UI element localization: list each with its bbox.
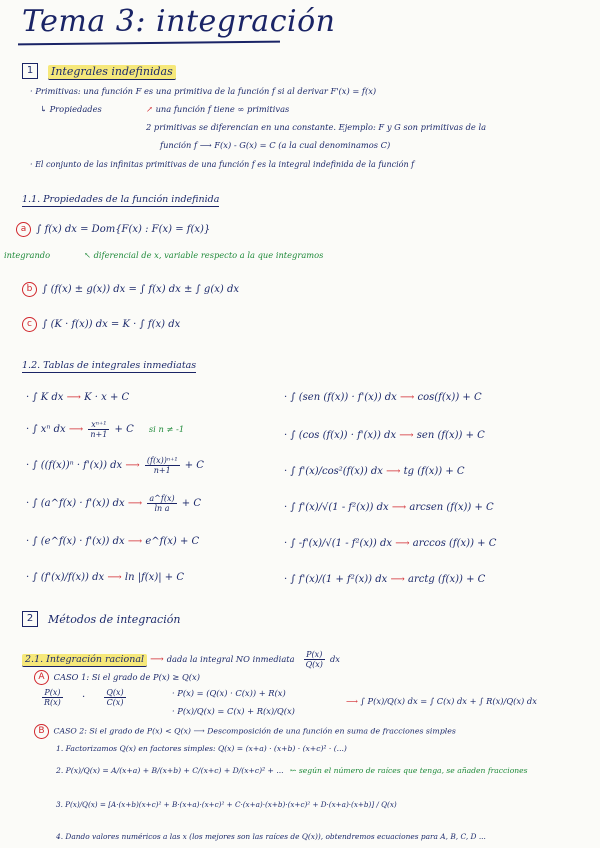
red-arrow-icon: ⟶ (391, 502, 410, 513)
table-left-row-5: · ∫ (e^f(x) · f'(x)) dx ⟶ e^f(x) + C (26, 536, 200, 547)
property-a-badge: a (16, 222, 31, 237)
red-arrow-icon: ↗ (146, 104, 153, 114)
caso-2-step-3: 3. P(x)/Q(x) = [A·(x+b)(x+c)² + B·(x+a)·(x+c)² + C·(x+a)·(x+b)·(x+c)² + D·(x+a)·(x+b)] / Q(x) (56, 800, 397, 809)
property-a: a ∫ f(x) dx = Dom{F(x) : F(x) = f(x)} (16, 222, 210, 237)
section-2-number: 2 (22, 611, 38, 627)
division-diagram: $\frac{P(x)}{R(x)}$ · $\frac{Q(x)}{C(x)}$ (44, 688, 124, 707)
propiedades-label: ↳ Propiedades (40, 104, 102, 114)
table-left-row-1: · ∫ K dx ⟶ K · x + C (26, 392, 130, 403)
table-right-row-6: · ∫ f'(x)/(1 + f²(x)) dx ⟶ arctg (f(x)) + C (284, 574, 486, 585)
conjunto-definition: · El conjunto de las infinitas primitivas de una función f es la integral indefinida de la función f (30, 160, 415, 169)
red-arrow-icon: ⟶ (386, 466, 404, 477)
table-right-row-1: · ∫ (sen (f(x)) · f'(x)) dx ⟶ cos(f(x)) + C (284, 392, 482, 403)
table-left-row-2: · ∫ xⁿ dx ⟶ $\frac{\text{xⁿ⁺¹}}{n+1}$ + C si n ≠ -1 (26, 420, 185, 439)
green-arrow-icon: ↜ (290, 766, 297, 775)
red-arrow-icon: ⟶ (68, 424, 87, 435)
caso-1-result: ⟶ ∫ P(x)/Q(x) dx = ∫ C(x) dx + ∫ R(x)/Q(x) dx (346, 696, 537, 706)
red-arrow-icon: ⟶ (399, 430, 417, 441)
red-arrow-icon: ⟶ (390, 574, 408, 585)
caso-1-badge: A (34, 670, 49, 685)
table-left-row-4: · ∫ (a^f(x) · f'(x)) dx ⟶ $\frac{a\^{}f(x)}{\text{ln a}}$ + C (26, 494, 201, 513)
property-c: c ∫ (K · f(x)) dx = K · ∫ f(x) dx (22, 317, 180, 332)
caso-2-step-4: 4. Dando valores numéricos a las x (los mejores son las raíces de Q(x)), obtendremos ecuaciones para A, B, C, D ... (56, 832, 486, 841)
page-title: Tema 3: integración (22, 4, 336, 39)
caso-1: A CASO 1: Si el grado de P(x) ≥ Q(x) (34, 670, 200, 685)
caso-2-step-1: 1. Factorizamos Q(x) en factores simples: Q(x) = (x+a) · (x+b) · (x+c)² · (...) (56, 744, 347, 753)
section-1-1-heading: 1.1. Propiedades de la función indefinida (22, 194, 220, 205)
caso-2-badge: B (34, 724, 49, 739)
green-arrow-icon: ↖ (84, 250, 91, 260)
table-right-row-5: · ∫ -f'(x)/√(1 - f²(x)) dx ⟶ arccos (f(x)) + C (284, 538, 497, 549)
red-arrow-icon: ⟶ (395, 538, 413, 549)
diferencial-note: ↖ diferencial de x, variable respecto a la que integramos (84, 250, 324, 260)
integrando-note: integrando (4, 250, 51, 260)
red-arrow-icon: ⟶ (400, 392, 418, 403)
red-arrow-icon: ⟶ (125, 460, 143, 471)
red-arrow-icon: ⟶ (107, 572, 125, 583)
red-arrow-icon: ⟶ (150, 654, 167, 665)
caso-2: B CASO 2: Si el grado de P(x) < Q(x) ⟶ Descomposición de una función en suma de fracciones simples (34, 724, 456, 739)
red-arrow-icon: ⟶ (66, 392, 85, 403)
red-arrow-icon: ⟶ (127, 498, 146, 509)
red-arrow-icon: ⟶ (346, 696, 361, 706)
primitivas-definition: · Primitivas: una función F es una primitiva de la función f si al derivar F'(x) = f(x) (30, 86, 377, 96)
table-right-row-2: · ∫ (cos (f(x)) · f'(x)) dx ⟶ sen (f(x)) + C (284, 430, 485, 441)
section-1-number: 1 (22, 63, 38, 79)
caso-1-eq-1: · P(x) = (Q(x) · C(x)) + R(x) (172, 688, 286, 698)
table-left-row-3: · ∫ ((f(x))ⁿ · f'(x)) dx ⟶ $\frac{\text{(f(x))ⁿ⁺¹}}{n+1}$ + C (26, 456, 204, 475)
section-1-2-heading: 1.2. Tablas de integrales inmediatas (22, 360, 197, 371)
integral-pq: $\frac{P(x)}{Q(x)}$ (305, 650, 323, 669)
table-right-row-4: · ∫ f'(x)/√(1 - f²(x)) dx ⟶ arcsen (f(x)) + C (284, 502, 494, 513)
property-c-badge: c (22, 317, 37, 332)
property-b: b ∫ (f(x) ± g(x)) dx = ∫ f(x) dx ± ∫ g(x) dx (22, 282, 239, 297)
table-left-row-6: · ∫ (f'(x)/f(x)) dx ⟶ ln |f(x)| + C (26, 572, 184, 583)
property-2-cont: función f ⟶ F(x) - G(x) = C (a la cual denominamos C) (160, 140, 391, 150)
table-right-row-3: · ∫ f'(x)/cos²(f(x)) dx ⟶ tg (f(x)) + C (284, 466, 465, 477)
red-arrow-icon: ⟶ (127, 536, 146, 547)
property-b-badge: b (22, 282, 37, 297)
title-underline (18, 41, 280, 46)
property-1: ↗ una función f tiene ∞ primitivas (146, 104, 290, 114)
section-2-heading: Métodos de integración (48, 613, 181, 626)
caso-2-step-2: 2. P(x)/Q(x) = A/(x+a) + B/(x+b) + C/(x+c) + D/(x+c)² + ... ↜ según el número de raíces que tenga, se añaden fracciones (56, 766, 528, 775)
caso-1-eq-2: · P(x)/Q(x) = C(x) + R(x)/Q(x) (172, 706, 295, 716)
property-2: 2 primitivas se diferencian en una constante. Ejemplo: F y G son primitivas de la (146, 122, 487, 132)
section-1-heading: Integrales indefinidas (48, 65, 176, 78)
section-2-1-heading: 2.1. Integración racional ⟶ dada la integral NO inmediata $\frac{P(x)}{Q(x)}$ dx (22, 650, 340, 669)
